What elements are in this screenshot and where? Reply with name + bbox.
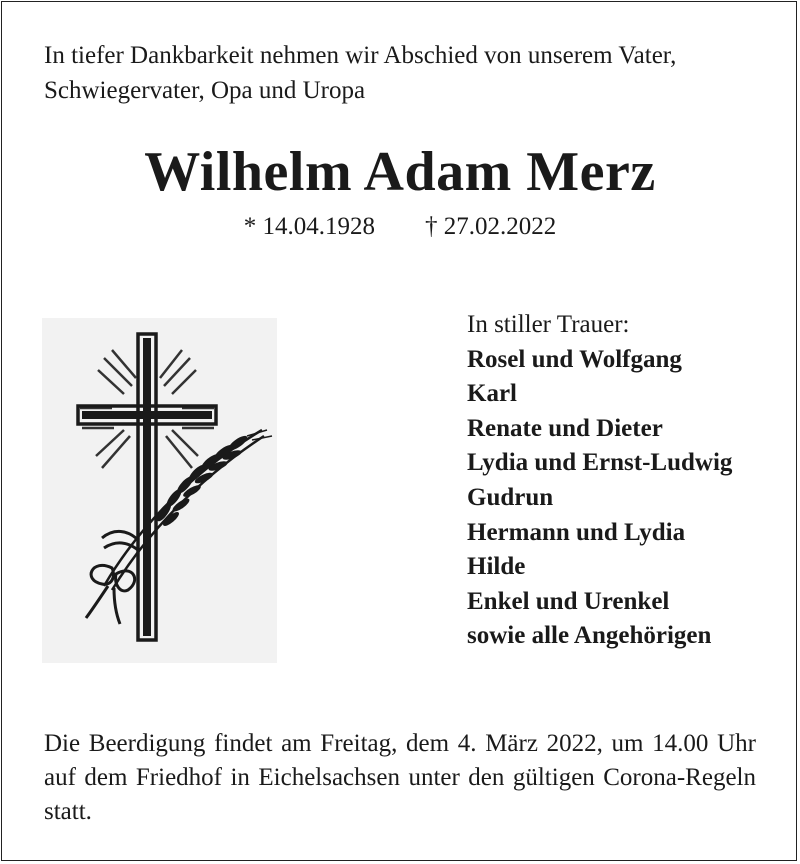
mourner-name: Hilde — [467, 553, 526, 581]
mourner-name: Rosel und Wolfgang — [467, 345, 682, 373]
mourners-label: In stiller Trauer: — [467, 311, 630, 338]
mourner-name: Renate und Dieter — [467, 414, 663, 442]
mourners-block — [467, 308, 787, 654]
mourner-name: Lydia und Ernst-Ludwig — [467, 449, 733, 477]
mourner-name: Karl — [467, 380, 517, 408]
cross-with-wheat-icon — [42, 318, 277, 663]
birth-date: * 14.04.1928 — [243, 213, 375, 240]
mourner-name: Gudrun — [467, 483, 554, 511]
mourner-name: sowie alle Angehörigen — [467, 622, 712, 650]
mourner-name: Hermann und Lydia — [467, 518, 686, 546]
mourner-name: Enkel und Urenkel — [467, 587, 670, 615]
intro-text: In tiefer Dankbarkeit nehmen wir Abschied von unserem Vater, Schwiegervater, Opa und Uropa — [44, 42, 677, 104]
life-dates — [0, 213, 800, 241]
funeral-notice: Die Beerdigung findet am Freitag, dem 4. März 2022, um 14.00 Uhr auf dem Friedhof in Eichelsachsen unter den gültigen Corona-Regeln statt. — [44, 730, 756, 825]
deceased-name: Wilhelm Adam Merz — [144, 141, 656, 203]
death-date: † 27.02.2022 — [425, 213, 557, 240]
